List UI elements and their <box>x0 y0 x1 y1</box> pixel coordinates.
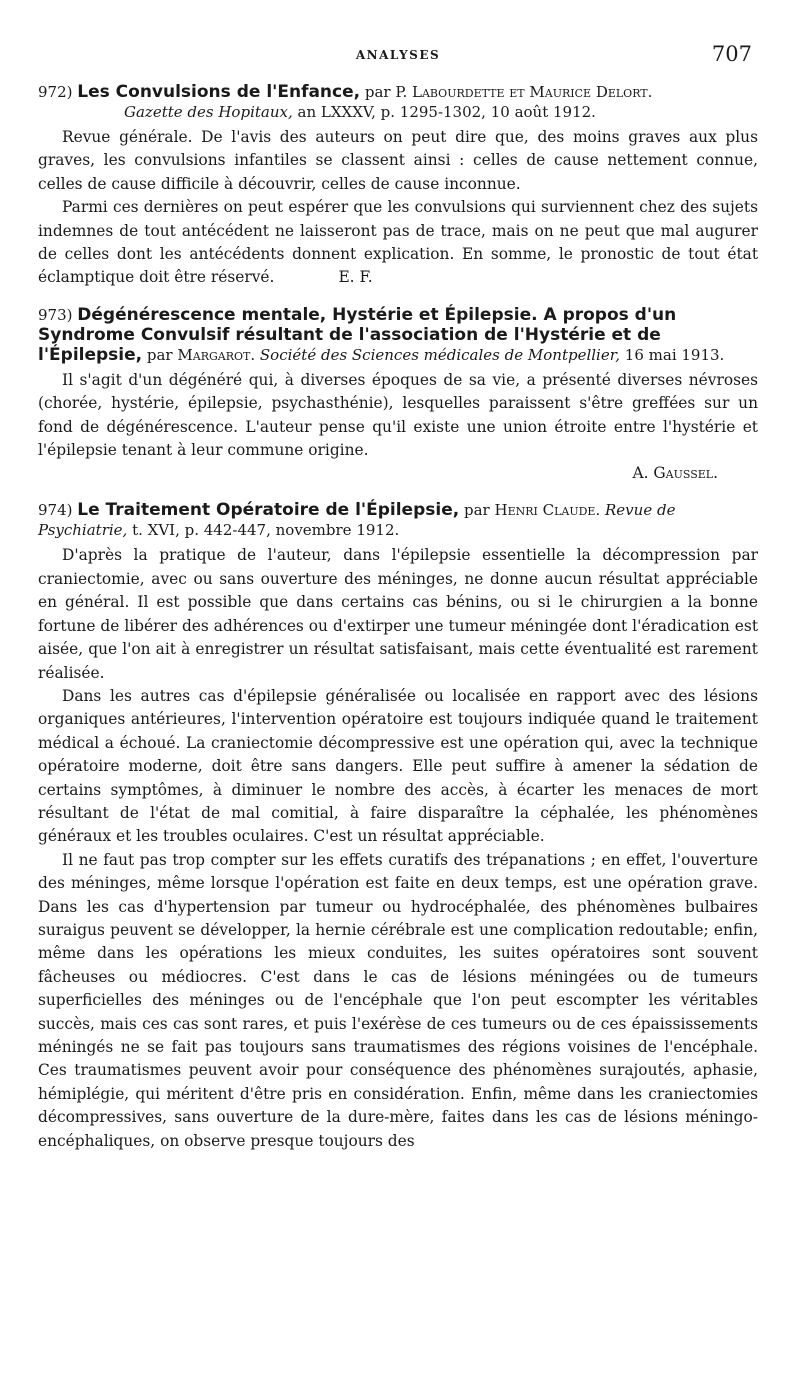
article-972 <box>38 82 758 290</box>
article-heading <box>38 500 758 540</box>
article-source: Gazette des Hopitaux, <box>124 103 293 121</box>
article-details: an LXXXV, p. 1295-1302, 10 août 1912. <box>297 103 596 121</box>
paragraph: Dans les autres cas d'épilepsie généralisée ou localisée en rapport avec des lésions organiques antérieures, l'intervention opératoire est toujours indiquée quand le traitement médical a échoué. La craniectomie décompressive est une opération qui, avec la technique opératoire moderne, doit être sans dangers. Elle peut suffire à amener la sédation de certains symptômes, à diminuer le nombre des accès, à écarter les menaces de mort résultant de l'état de mal comitial, à faire disparaître la céphalée, les phénomènes généraux et les troubles oculaires. C'est un résultat appréciable. <box>38 686 758 846</box>
article-title: Les Convulsions de l'Enfance, <box>77 82 361 102</box>
article-heading <box>38 305 758 365</box>
article-by: par <box>364 83 391 101</box>
paragraph: Il s'agit d'un dégénéré qui, à diverses époques de sa vie, a présenté diverses névroses (chorée, hystérie, épilepsie, psychasthénie), lesquelles paraissent s'être greffées sur un fond de dégénérescence. L'auteur pense qu'il existe une union étroite entre l'hystérie et l'épilepsie tenant à leur commune origine. <box>38 370 758 460</box>
article-973 <box>38 305 758 486</box>
article-number: 972) <box>38 83 73 101</box>
article-authors: P. Labourdette et Maurice Delort. <box>395 83 653 101</box>
article-authors: Henri Claude. <box>494 501 601 520</box>
paragraph: D'après la pratique de l'auteur, dans l'épilepsie essentielle la décompression par craniectomie, avec ou sans ouverture des méninges, ne donne aucun résultat appréciable en général. Il est possible que dans certains cas bénins, ou si le chirurgien a la bonne fortune de libérer des adhérences ou d'extirper une tumeur méningée dont l'éradication est aisée, que l'on ait à enregistrer un résultat satisfaisant, mais cette éventualité est rarement réalisée. <box>38 546 758 682</box>
article-by: par <box>463 501 490 520</box>
paragraph-text: Parmi ces dernières on peut espérer que les convulsions qui surviennent chez des sujets indemnes de tout antécédent ne laisseront pas de trace, mais on ne peut que mal augurer de celles dont les antécédents donnent explication. En somme, le pronostic de tout état éclamptique doit être réservé. <box>38 198 758 287</box>
article-number: 974) <box>38 501 73 520</box>
signature: E. F. <box>338 268 373 287</box>
document-page <box>38 0 758 1396</box>
article-source: Revue de Psychiatrie, <box>38 501 676 540</box>
paragraph: Il ne faut pas trop compter sur les effets curatifs des trépanations ; en effet, l'ouverture des méninges, même lorsque l'opération est faite en deux temps, est une opération grave. Dans les cas d'hypertension par tumeur ou hydrocéphalée, des phénomènes bulbaires suraigus peuvent se développer, la hernie cérébrale est une complication redoutable; enfin, même dans les opérations les mieux conduites, les suites opératoires sont souvent fâcheuses ou médiocres. C'est dans le cas de lésions méningées ou de tumeurs superficielles des méninges ou de l'encéphale que l'on peut escompter les véritables succès, mais ces cas sont rares, et puis l'exérèse de ces tumeurs ou de ces épaississements méningés ne se fait pas toujours sans traumatismes des régions voisines de l'encéphale. Ces traumatismes peuvent avoir pour conséquence des phénomènes surajoutés, aphasie, hémiplégie, qui méritent d'être pris en considération. Enfin, même dans les craniectomies décompressives, sans ouverture de la dure-mère, faites dans les cas de lésions méningo-encéphaliques, on observe presque toujours des <box>38 850 758 1150</box>
paragraph: Revue générale. De l'avis des auteurs on peut dire que, des moins graves aux plus graves, les convulsions infantiles se classent ainsi : celles de cause nettement connue, celles de cause difficile à découvrir, celles de cause inconnue. <box>38 128 758 193</box>
signature: A. Gaussel. <box>632 464 718 483</box>
page-header <box>38 42 758 70</box>
running-head: ANALYSES <box>355 48 441 62</box>
article-heading <box>38 82 758 122</box>
article-title: Le Traitement Opératoire de l'Épilepsie, <box>77 500 460 521</box>
paragraph <box>38 196 758 290</box>
article-authors: Margarot. <box>177 345 256 364</box>
article-number: 973) <box>38 305 73 324</box>
article-by: par <box>146 345 173 364</box>
article-974 <box>38 500 758 1153</box>
article-details: t. XVI, p. 442-447, novembre 1912. <box>132 521 400 540</box>
page-number: 707 <box>711 42 752 66</box>
article-details: 16 mai 1913. <box>624 345 725 364</box>
body-text <box>38 82 758 1168</box>
article-source: Société des Sciences médicales de Montpellier, <box>259 345 621 364</box>
article-title: Dégénérescence mentale, Hystérie et Épilepsie. A propos d'un Syndrome Convulsif résultant de l'association de l'Hystérie et de l'Épilepsie, <box>38 304 677 365</box>
